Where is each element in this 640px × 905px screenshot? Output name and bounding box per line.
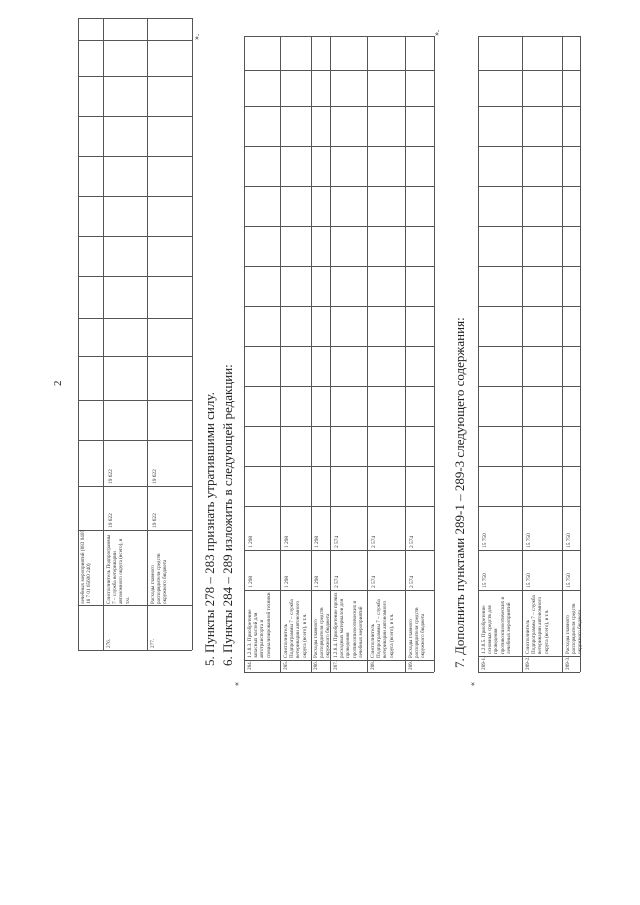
paragraph-5: 5. Пункты 278 – 283 признать утратившими силу.	[202, 392, 217, 666]
paragraph-6: 6. Пункты 284 – 289 изложить в следующей редакции:	[220, 364, 235, 666]
table-cell-value: 2 574	[334, 575, 340, 588]
table-cell-name: Соисполнитель Подпрограммы 7 – служба ветеринарии автономного округа (всего), в т.ч.	[283, 599, 308, 658]
table-cell-value: 1 298	[284, 575, 290, 588]
opening-quote: «	[232, 682, 241, 686]
table-cell-name: 1.2.8.4. Приобретение прочих расходных материалов для проведения противоэпизоотических и лечебных мероприятий	[333, 592, 364, 658]
table-cell-value: 15 750	[566, 573, 572, 588]
table-cell-value: 1 298	[314, 575, 320, 588]
table-cell-name: Соисполнитель Подпрограммы 7 – служба ветеринарии автономного округа (всего), в т.ч.	[525, 595, 550, 654]
table-cell-value: 2 574	[371, 575, 377, 588]
table-cell-num: 276.	[106, 638, 112, 648]
table-cell-num: 288.	[370, 660, 376, 670]
table-cell-name: Расходы главного распорядителя средств окружного бюджета	[408, 607, 427, 658]
table-cell-value: 15 750	[482, 573, 488, 588]
table-cell-value: 2 574	[334, 535, 340, 548]
table-cell-name: Расходы главного распорядителя средств окружного бюджета	[150, 553, 169, 604]
table-cell-num: 289-1.	[481, 656, 487, 670]
table-cell-name: Расходы главного распорядителя средств окружного бюджета	[313, 607, 332, 658]
table-cell-value: 15 750	[566, 533, 572, 548]
table-cell-name: Расходы главного распорядителя средств окружного бюджета	[565, 603, 584, 654]
table-cell-num: 287.	[333, 660, 339, 670]
page-number: 2	[52, 380, 64, 386]
table-cell-num: 289.	[408, 660, 414, 670]
table-cell-value: 2 574	[371, 535, 377, 548]
opening-quote: «	[468, 682, 477, 686]
table-cell-value: 2 574	[409, 575, 415, 588]
table-cell-value: 1 298	[314, 535, 320, 548]
table-cell-num: 289-3.	[565, 656, 571, 670]
table-cell-name: лечебных мероприятий (883 0405 18 7 01 65600 240)	[80, 529, 93, 604]
closing-quote: ».	[192, 34, 201, 40]
table-cell-name: Соисполнитель Подпрограммы 7 – служба ветеринарии автономного округа (всего), в т.ч.	[370, 599, 395, 658]
table-cell-name: 1.2.8.3. Приобретение запасных частей для автотранспорта и специализированной техники	[247, 592, 272, 658]
table-cell-value: 15 750	[526, 573, 532, 588]
table-cell-value: 1 298	[248, 535, 254, 548]
table-cell-value: 19 622	[108, 469, 114, 484]
table-cell-name: Соисполнитель Подпрограммы 7 – служба ветеринарии автономного округа (всего), в т.ч.	[106, 534, 131, 604]
table-cell-value: 15 750	[482, 533, 488, 548]
table-cell-value: 1 298	[284, 535, 290, 548]
table-cell-value: 2 574	[409, 535, 415, 548]
table-cell-name: 1.2.8.5. Приобретение основных средств для проведения противоэпизоотических и лечебных мероприятий	[481, 596, 512, 654]
table-cell-value: 19 622	[152, 513, 158, 528]
table-cell-value: 1 298	[248, 575, 254, 588]
table-cell-value: 19 622	[152, 469, 158, 484]
table-cell-num: 289-2.	[525, 656, 531, 670]
table-cell-value: 19 622	[108, 513, 114, 528]
table-cell-num: 285.	[283, 660, 289, 670]
paragraph-7: 7. Дополнить пунктами 289-1 – 289-3 следующего содержания:	[452, 317, 467, 668]
table-cell-num: 286.	[313, 660, 319, 670]
table-cell-num: 277.	[150, 638, 156, 648]
table-cell-value: 15 750	[526, 533, 532, 548]
closing-quote: ».	[432, 30, 441, 36]
table-cell-num: 284.	[247, 660, 253, 670]
